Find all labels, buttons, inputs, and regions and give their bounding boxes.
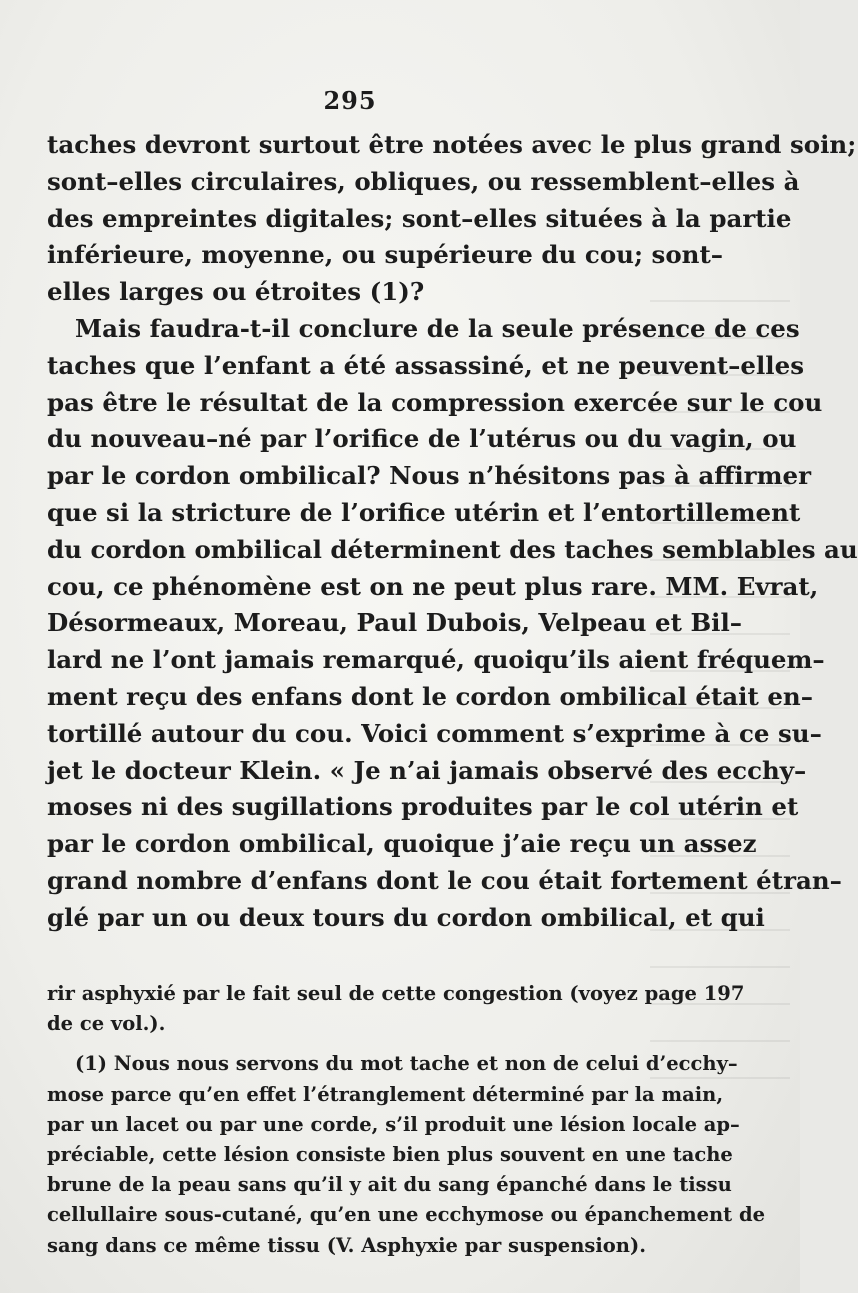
text-line: elles larges ou étroites (1)? bbox=[47, 277, 425, 307]
text-line: jet le docteur Klein. « Je n’ai jamais observé des ecchy– bbox=[47, 755, 807, 785]
page-number: 295 bbox=[323, 86, 377, 115]
text-line: par le cordon ombilical? Nous n’hésitons pas à affirmer bbox=[47, 461, 812, 491]
text-line: sont–elles circulaires, obliques, ou ressemblent–elles à bbox=[47, 166, 800, 196]
text-line: Désormeaux, Moreau, Paul Dubois, Velpeau et Bil– bbox=[47, 608, 743, 638]
text-line: du nouveau–né par l’orifice de l’utérus ou du vagin, ou bbox=[47, 424, 797, 454]
text-line: taches que l’enfant a été assassiné, et ne peuvent–elles bbox=[47, 350, 804, 380]
footnote-line: de ce vol.). bbox=[47, 1012, 166, 1036]
text-line: par le cordon ombilical, quoique j’aie reçu un assez bbox=[47, 829, 757, 859]
footnote-line: mose parce qu’en effet l’étranglement déterminé par la main, bbox=[47, 1082, 724, 1106]
footnote-line: cellullaire sous-cutané, qu’en une ecchymose ou épanchement de bbox=[47, 1203, 766, 1227]
footnote-continuation bbox=[47, 979, 745, 1039]
text-line: moses ni des sugillations produites par le col utérin et bbox=[47, 792, 799, 822]
footnote-line: rir asphyxié par le fait seul de cette congestion (voyez page 197 bbox=[47, 982, 745, 1005]
footnote-gap bbox=[47, 1039, 659, 1049]
paragraph-1 bbox=[47, 127, 857, 311]
text-line: inférieure, moyenne, ou supérieure du cou; sont– bbox=[47, 240, 724, 270]
text-line: lard ne l’ont jamais remarqué, quoiqu’ils aient fréquem– bbox=[47, 645, 825, 675]
footnote-line: (1) Nous nous servons du mot tache et non de celui d’ecchy– bbox=[75, 1052, 738, 1076]
text-line: cou, ce phénomène est on ne peut plus rare. MM. Evrat, bbox=[47, 571, 819, 601]
text-line: ment reçu des enfans dont le cordon ombilical était en– bbox=[47, 681, 813, 711]
footnote-line: brune de la peau sans qu’il y ait du sang épanché dans le tissu bbox=[47, 1173, 732, 1197]
text-line: taches devront surtout être notées avec le plus grand soin; bbox=[47, 130, 857, 159]
footnote-line: préciable, cette lésion consiste bien plus souvent en une tache bbox=[47, 1142, 733, 1166]
footnote-1 bbox=[47, 1049, 766, 1260]
text-line: tortillé autour du cou. Voici comment s’exprime à ce su– bbox=[47, 718, 822, 748]
footnote-line: par un lacet ou par une corde, s’il produit une lésion locale ap– bbox=[47, 1112, 740, 1136]
footnotes-block bbox=[47, 979, 766, 1261]
paragraph-2 bbox=[47, 311, 858, 937]
main-text-block bbox=[47, 127, 858, 937]
text-line: des empreintes digitales; sont–elles situées à la partie bbox=[47, 203, 792, 233]
text-line: du cordon ombilical déterminent des taches semblables au bbox=[47, 534, 858, 564]
footnote-line: sang dans ce même tissu (V. Asphyxie par suspension). bbox=[47, 1233, 646, 1257]
text-line: grand nombre d’enfans dont le cou était fortement étran– bbox=[47, 865, 842, 895]
text-line: glé par un ou deux tours du cordon ombilical, et qui bbox=[47, 902, 765, 932]
text-line: que si la stricture de l’orifice utérin et l’entortillement bbox=[47, 497, 801, 527]
text-line: Mais faudra-t-il conclure de la seule présence de ces bbox=[75, 313, 800, 343]
text-line: pas être le résultat de la compression exercée sur le cou bbox=[47, 387, 823, 417]
